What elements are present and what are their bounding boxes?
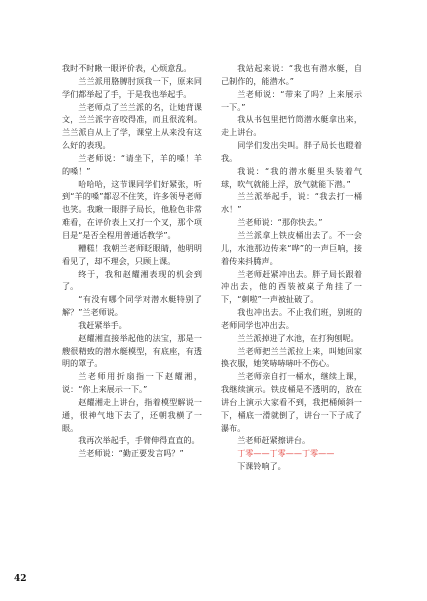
paragraph: 我时不时瞅一眼评价表，心烦意乱。 <box>62 63 192 73</box>
paragraph: 我站起来说：“我也有潜水艇，自己制作的，能潜水。” <box>221 63 362 86</box>
paragraph: 糟糕！我朝兰老师眨眼睛，他明明看见了，却不理会，只顾上课。 <box>62 242 202 266</box>
paragraph: 兰老师说：“带来了吗？上来展示一下。” <box>221 88 362 112</box>
paragraph: 赵耀湘直接举起他的法宝，那是一艘很精致的潜水艇模型，有底座，有透明的罩子。 <box>62 332 202 369</box>
paragraph: 兰老师赶紧擦讲台。 <box>237 435 311 446</box>
paragraph: 兰老师说：“勤正要发言吗？” <box>78 448 184 459</box>
paragraph: 兰老师把兰兰派拉上来，叫她回家换衣服，她笑哧哧哧叶不伤心。 <box>221 345 362 369</box>
paragraph: 我再次举起手，手臂伸得直直的。 <box>78 435 200 446</box>
page-number: 42 <box>14 574 27 584</box>
paragraph: 我赶紧举手。 <box>78 319 127 330</box>
paragraph: 兰老师赶紧冲出去。胖子局长跟着冲出去，他的西装被桌子角挂了一下，“刺啦”一声被扯破了。 <box>221 268 362 305</box>
paragraph: 兰老师说：“那你快去。” <box>237 217 323 228</box>
right-text-column <box>221 62 362 473</box>
paragraph: 我从书包里把竹筒潜水艇拿出来，走上讲台。 <box>221 114 362 138</box>
paragraph: 兰兰派掉进了水池，在打狗刨呢。 <box>237 332 359 343</box>
paragraph: 丁零——丁零——丁零—— <box>237 448 335 459</box>
paragraph: 同学们发出尖叫。胖子局长也瞪着我。 <box>221 140 362 163</box>
paragraph: 兰兰派用胳膊肘顶我一下，原来同学们都举起了手，于是我也举起手。 <box>62 75 202 99</box>
paragraph: 赵耀湘走上讲台，指着模型解说一通，很神气地下去了，还朝我横了一眼。 <box>62 396 202 433</box>
paragraph: “有没有哪个同学对潜水艇特别了解？”兰老师说。 <box>62 294 202 318</box>
paragraph: 哈哈哈，这节课同学们好紧张，听到“羊的嗓”都忍不住笑，许多领导老师也笑。我瞅一眼胖子局长，他脸色非常难看，在评价表上又打一个叉，那个项目是“是否全程用普通话教学”。 <box>62 178 202 240</box>
paragraph: 下课铃响了。 <box>237 461 286 472</box>
paragraph: 我说：“我的潜水艇里头装着气球，吹气就能上浮，放气就能下潜。” <box>221 165 362 189</box>
paragraph: 我也冲出去。不止我们班，别班的老师同学也冲出去。 <box>221 307 362 330</box>
paragraph: 终于，我和赵耀湘表现的机会到了。 <box>62 268 202 292</box>
paragraph: 兰老师点了兰兰派的名，让她背课文，兰兰派字音咬得准，而且很流利。兰兰派自从上了学，课堂上从来没有这么好的表现。 <box>62 101 202 151</box>
left-text-column <box>62 62 202 460</box>
paragraph: 兰老师用折扇指一下赵耀湘，说：“你上来展示一下。” <box>62 371 202 395</box>
paragraph: 兰老师亲自打一桶水，继续上课，我继续演示。铁皮桶是不透明的，放在讲台上演示大家看不到，我把桶倾斜一下，桶底一滑就倒了，讲台一下子成了瀑布。 <box>221 371 362 433</box>
paragraph: 兰老师说：“请坐下，羊的嗓！羊的嗓！” <box>62 152 202 176</box>
paragraph: 兰兰派举起手，说：“我去打一桶水！” <box>221 191 362 215</box>
paragraph: 兰兰派拿上铁皮桶出去了。不一会儿，水池那边传来“哗”的一声巨响，接着传来抖腾声。 <box>221 229 362 266</box>
